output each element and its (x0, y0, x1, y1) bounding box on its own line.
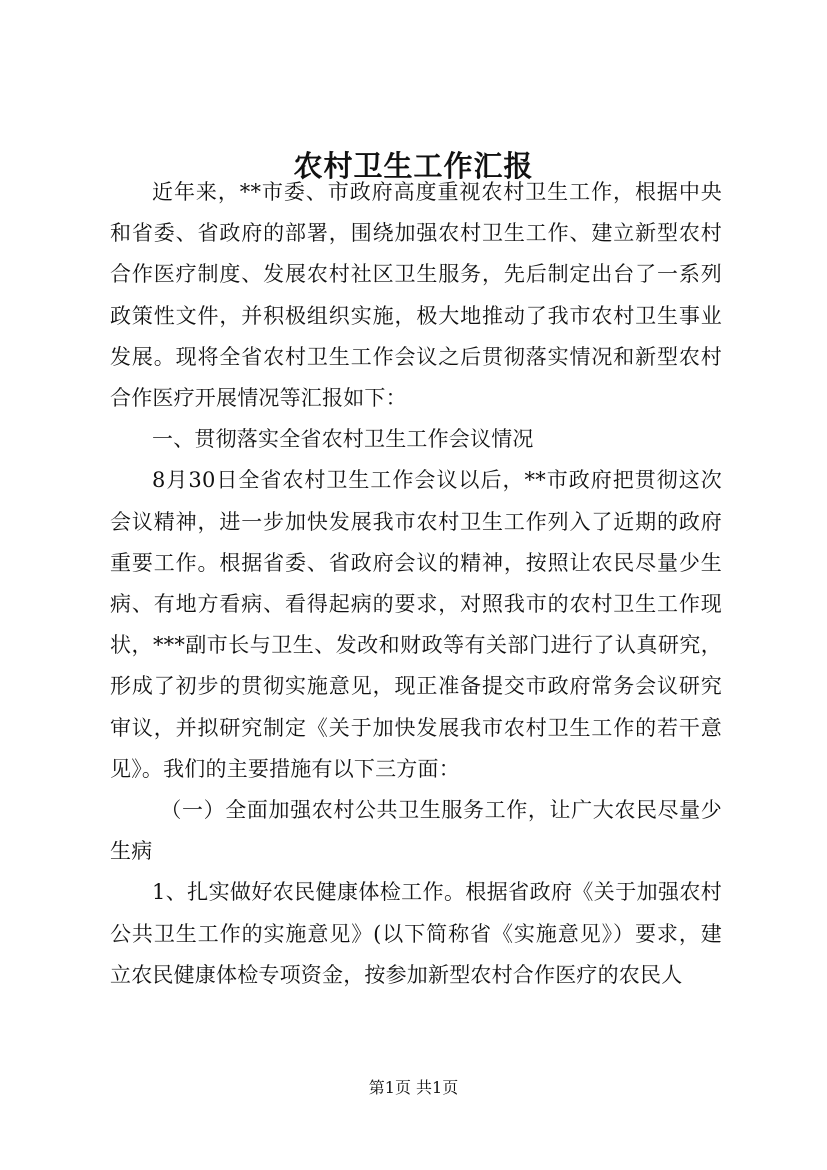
paragraph-intro: 近年来，**市委、市政府高度重视农村卫生工作，根据中央和省委、省政府的部署，围绕加强农村卫生工作、建立新型农村合作医疗制度、发展农村社区卫生服务，先后制定出台了一系列政策性文件，并积极组织实施，极大地推动了我市农村卫生事业发展。现将全省农村卫生工作会议之后贯彻落实情况和新型农村合作医疗开展情况等汇报如下： (110, 180, 722, 411)
paragraph-health-checkup: 1、扎实做好农民健康体检工作。根据省政府《关于加强农村公共卫生工作的实施意见》(以下简称省《实施意见》）要求，建立农民健康体检专项资金，按参加新型农村合作医疗的农民人 (110, 880, 722, 987)
paragraph-subsection-heading: （一）全面加强农村公共卫生服务工作，让广大农民尽量少生病 (110, 798, 722, 864)
paragraph-implementation: 8月30日全省农村卫生工作会议以后，**市政府把贯彻这次会议精神，进一步加快发展我市农村卫生工作列入了近期的政府重要工作。根据省委、省政府会议的精神，按照让农民尽量少生病、有地方看病、看得起病的要求，对照我市的农村卫生工作现状，***副市长与卫生、发改和财政等有关部门进行了认真研究，形成了初步的贯彻实施意见，现正准备提交市政府常务会议研究审议，并拟研究制定《关于加快发展我市农村卫生工作的若干意见》。我们的主要措施有以下三方面： (110, 468, 722, 781)
page-footer: 第1页 共1页 (368, 1078, 459, 1097)
document-title: 农村卫生工作汇报 (293, 149, 534, 183)
document-body (110, 172, 722, 996)
paragraph-section-heading: 一、贯彻落实全省农村卫生工作会议情况 (152, 427, 534, 452)
